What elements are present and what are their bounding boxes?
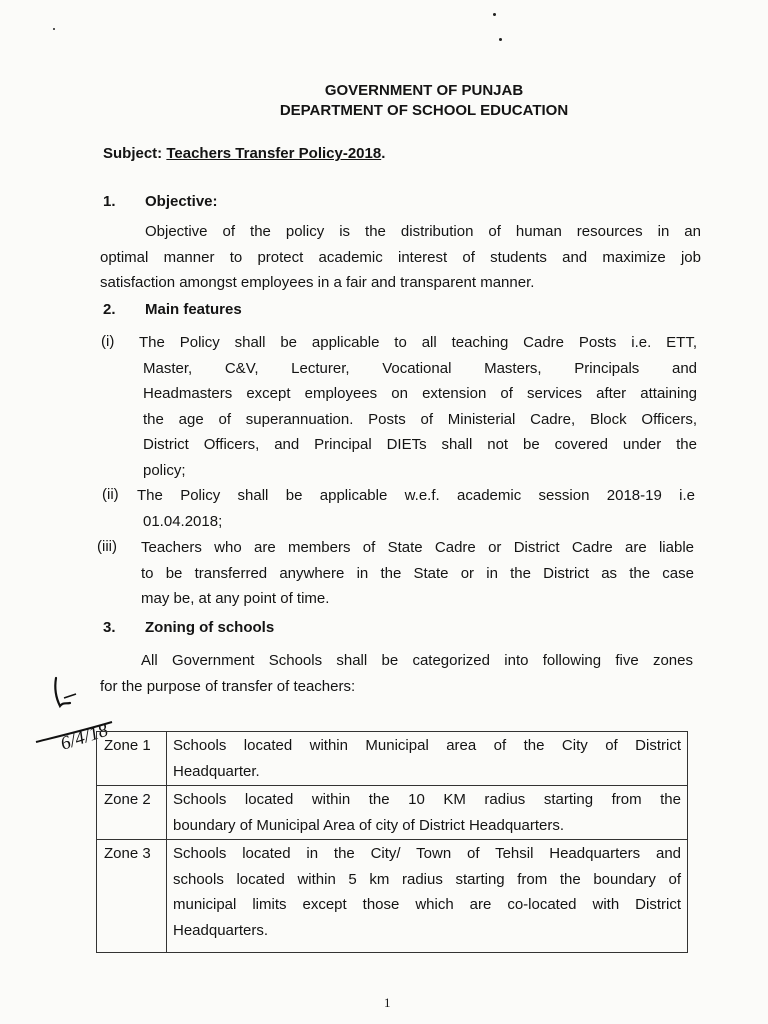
table-row (97, 732, 688, 786)
section-number: 1. (103, 193, 116, 210)
paragraph-line: Teachers who are members of State Cadre or District Cadre are liable (141, 539, 694, 556)
paragraph-line: 01.04.2018; (143, 512, 223, 530)
header-government: GOVERNMENT OF PUNJAB (324, 82, 524, 99)
paragraph-line: the age of superannuation. Posts of Ministerial Cadre, Block Officers, (143, 410, 697, 428)
paragraph-line: satisfaction amongst employees in a fair and transparent manner. (100, 274, 535, 291)
paragraph-line: Headmasters except employees on extension of services after attaining (143, 385, 697, 402)
section-number: 3. (103, 619, 116, 636)
cell-line: Headquarter. (173, 762, 260, 780)
paragraph-line: District Officers, and Principal DIETs shall not be covered under the (143, 436, 697, 453)
cell-line: schools located within 5 km radius starting from the boundary of (173, 870, 681, 888)
paragraph-line: for the purpose of transfer of teachers: (100, 677, 356, 695)
cell-line: municipal limits except those which are co-located with District (173, 896, 681, 913)
subject-end: . (381, 145, 386, 162)
paragraph-line: policy; (143, 461, 186, 479)
section-heading-zoning: Zoning of schools (145, 619, 275, 636)
subject-line (103, 145, 385, 162)
cell-line: Schools located within the 10 KM radius starting from the (173, 791, 681, 808)
subject-label: Subject: (103, 145, 163, 162)
objective-paragraph (100, 219, 701, 296)
subject-title: Teachers Transfer Policy-2018 (166, 145, 382, 162)
zone-description (167, 840, 688, 953)
zone-label: Zone 2 (97, 786, 167, 840)
handwritten-date: 6/4/18 (58, 719, 111, 755)
paragraph-line: All Government Schools shall be categorized into following five zones (141, 652, 693, 669)
feature-item (141, 535, 694, 612)
item-label: (ii) (102, 486, 119, 503)
zones-table (96, 731, 688, 953)
feature-item (137, 483, 695, 534)
scan-speck (53, 28, 55, 30)
paragraph-line: to be transferred anywhere in the State or in the District as the case (141, 564, 694, 582)
zone-description (167, 732, 688, 786)
section-heading-objective: Objective: (145, 193, 218, 210)
cell-line: Headquarters. (173, 921, 269, 939)
zone-label: Zone 1 (97, 732, 167, 786)
paragraph-line: Objective of the policy is the distribution of human resources in an (145, 223, 701, 240)
paragraph-line: The Policy shall be applicable to all teaching Cadre Posts i.e. ETT, (139, 334, 697, 351)
feature-item (139, 330, 697, 483)
scan-speck (499, 38, 502, 41)
paragraph-line: The Policy shall be applicable w.e.f. academic session 2018-19 i.e (137, 487, 695, 504)
header-department: DEPARTMENT OF SCHOOL EDUCATION (279, 102, 569, 119)
cell-line: Schools located in the City/ Town of Tehsil Headquarters and (173, 845, 681, 862)
page-number: 1 (384, 995, 391, 1010)
paragraph-line: may be, at any point of time. (141, 590, 330, 607)
item-label: (iii) (97, 538, 117, 555)
zoning-intro (100, 648, 693, 699)
item-label: (i) (101, 333, 115, 350)
cell-line: Schools located within Municipal area of the City of District (173, 737, 681, 754)
scan-speck (493, 13, 496, 16)
cell-line: boundary of Municipal Area of city of District Headquarters. (173, 816, 565, 834)
paragraph-line: optimal manner to protect academic interest of students and maximize job (100, 248, 701, 266)
table-row (97, 786, 688, 840)
table-row (97, 840, 688, 953)
zone-label: Zone 3 (97, 840, 167, 953)
section-heading-main-features: Main features (145, 301, 242, 318)
section-number: 2. (103, 301, 116, 318)
paragraph-line: Master, C&V, Lecturer, Vocational Masters, Principals and (143, 359, 697, 377)
zone-description (167, 786, 688, 840)
